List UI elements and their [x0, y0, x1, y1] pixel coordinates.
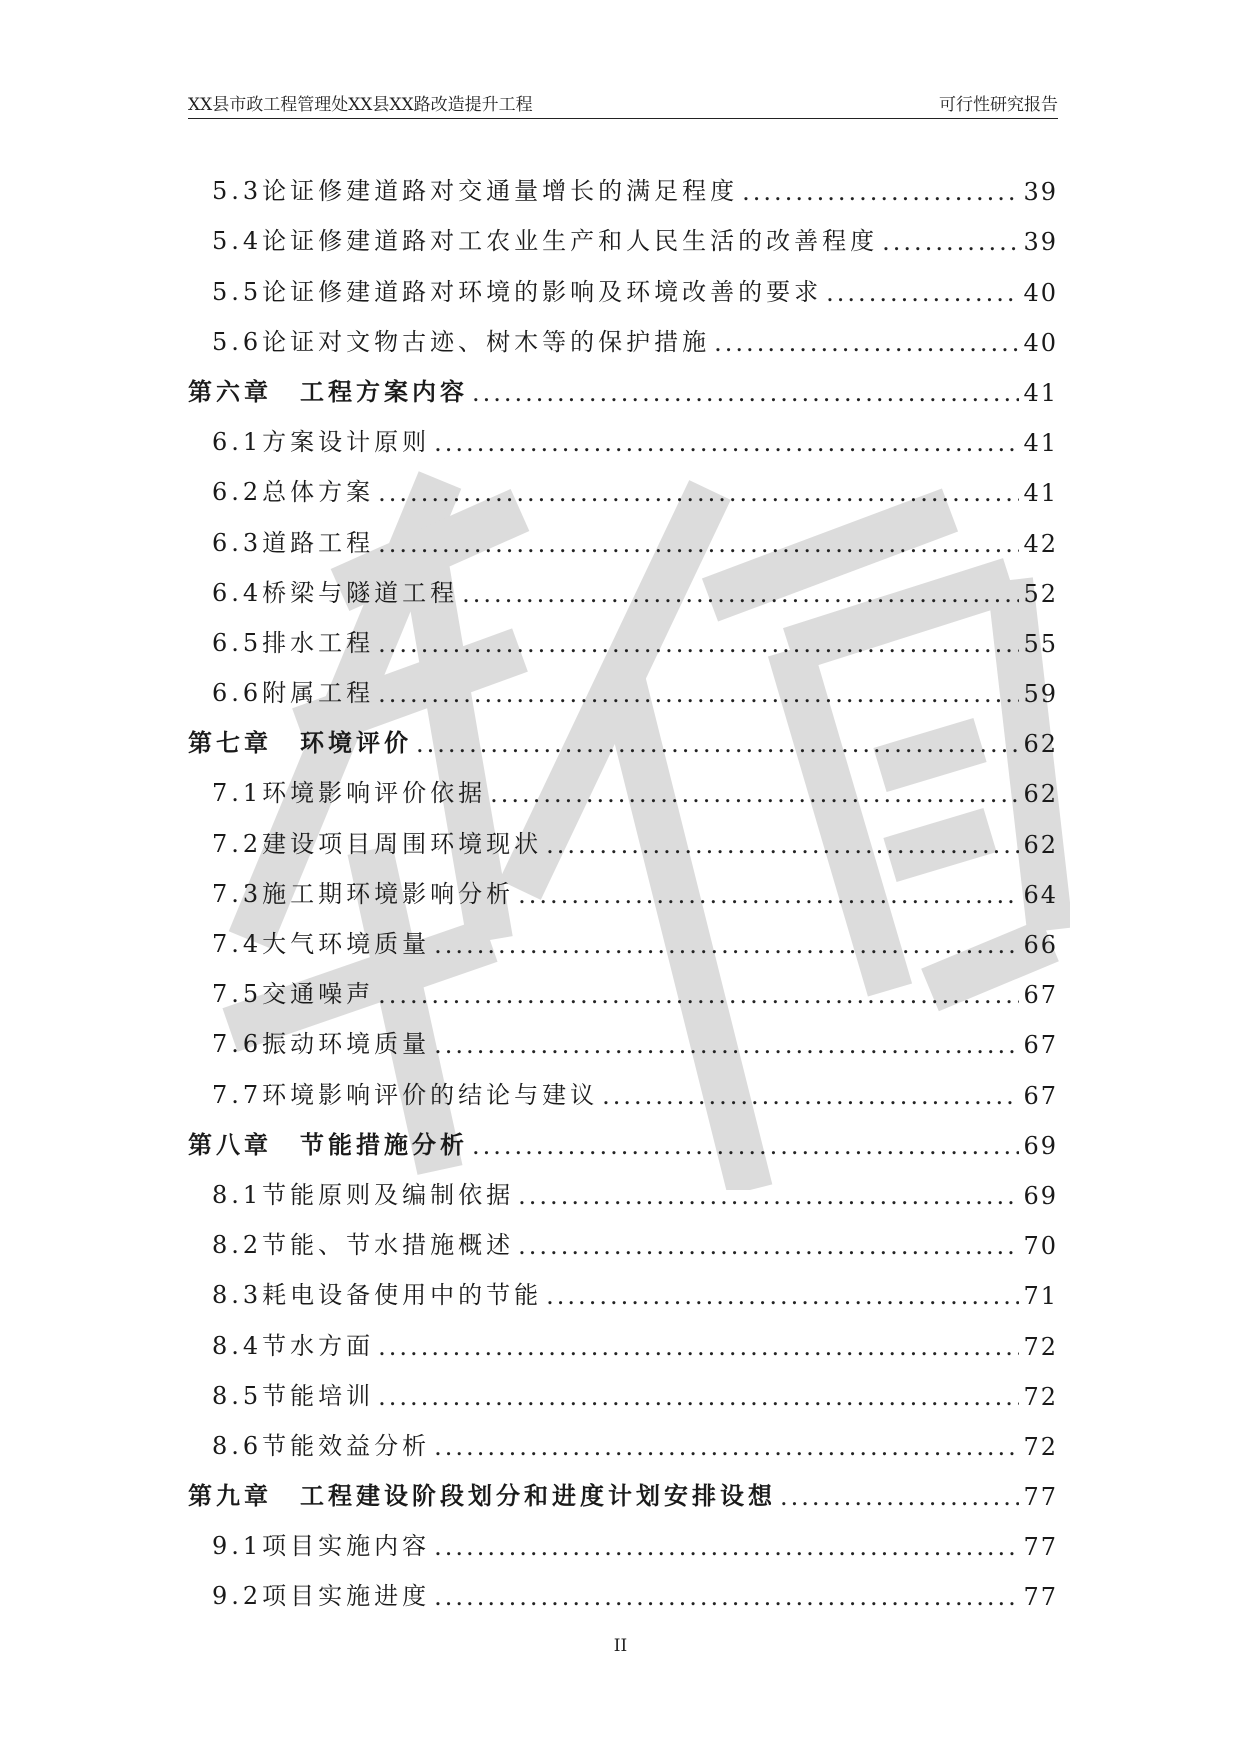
toc-section-entry[interactable] — [188, 256, 1058, 306]
toc-entry-page: 41 — [1023, 378, 1058, 407]
toc-entry-title: 6.2总体方案 — [212, 478, 375, 507]
toc-section-entry[interactable] — [188, 909, 1058, 959]
page-header — [188, 84, 1058, 119]
toc-entry-page: 66 — [1023, 931, 1058, 959]
toc-entry-title: 第八章 节能措施分析 — [188, 1129, 468, 1159]
toc-section-entry[interactable] — [188, 457, 1058, 507]
toc-section-entry[interactable] — [188, 1009, 1058, 1059]
toc-entry-title: 6.6附属工程 — [212, 679, 375, 708]
toc-entry-page: 40 — [1023, 328, 1058, 357]
toc-entry-page: 40 — [1023, 278, 1058, 307]
toc-entry-page: 41 — [1023, 479, 1058, 508]
toc-section-entry[interactable] — [188, 558, 1058, 608]
toc-entry-title: 8.5节能培训 — [212, 1381, 375, 1410]
toc-entry-page: 62 — [1023, 730, 1058, 759]
toc-section-entry[interactable] — [188, 1210, 1058, 1260]
toc-section-entry[interactable] — [188, 1059, 1058, 1109]
toc-entry-page: 71 — [1023, 1282, 1058, 1311]
report-type: 可行性研究报告 — [939, 95, 1058, 115]
toc-entry-title: 7.7环境影响评价的结论与建议 — [212, 1080, 599, 1109]
dot-leader — [602, 1082, 1019, 1110]
dot-leader — [434, 931, 1019, 959]
toc-entry-page: 67 — [1023, 1081, 1058, 1110]
toc-entry-title: 5.6论证对文物古迹、树木等的保护措施 — [212, 327, 711, 356]
toc-section-entry[interactable] — [188, 959, 1058, 1009]
dot-leader — [826, 279, 1019, 307]
toc-entry-page: 41 — [1023, 429, 1058, 458]
toc-section-entry[interactable] — [188, 1511, 1058, 1561]
toc-entry-page: 77 — [1023, 1483, 1058, 1512]
toc-entry-page: 52 — [1023, 579, 1058, 608]
dot-leader — [378, 1333, 1019, 1361]
toc-entry-title: 6.5排水工程 — [212, 628, 375, 657]
dot-leader — [434, 429, 1019, 457]
toc-section-entry[interactable] — [188, 1310, 1058, 1360]
toc-chapter-entry[interactable] — [188, 708, 1058, 758]
toc-chapter-entry[interactable] — [188, 1461, 1058, 1511]
document-title: XX县市政工程管理处XX县XX路改造提升工程 — [188, 95, 533, 115]
toc-entry-title: 8.2节能、节水措施概述 — [212, 1231, 515, 1260]
toc-section-entry[interactable] — [188, 608, 1058, 658]
dot-leader — [546, 1282, 1019, 1310]
dot-leader — [378, 479, 1019, 507]
toc-entry-title: 5.3论证修建道路对交通量增长的满足程度 — [212, 177, 739, 206]
dot-leader — [518, 881, 1019, 909]
dot-leader — [378, 981, 1019, 1009]
toc-section-entry[interactable] — [188, 206, 1058, 256]
toc-entry-page: 59 — [1023, 680, 1058, 709]
toc-entry-title: 7.4大气环境质量 — [212, 930, 431, 958]
toc-entry-title: 9.1项目实施内容 — [212, 1532, 431, 1561]
dot-leader — [434, 1031, 1019, 1059]
toc-section-entry[interactable] — [188, 407, 1058, 457]
toc-entry-page: 77 — [1023, 1583, 1058, 1612]
toc-entry-title: 第七章 环境评价 — [188, 728, 412, 758]
toc-section-entry[interactable] — [188, 1160, 1058, 1210]
dot-leader — [434, 1433, 1019, 1461]
dot-leader — [416, 730, 1019, 758]
toc-entry-title: 第九章 工程建设阶段划分和进度计划安排设想 — [188, 1481, 776, 1511]
toc-entry-page: 67 — [1023, 1031, 1058, 1060]
toc-section-entry[interactable] — [188, 1361, 1058, 1411]
toc-entry-title: 7.2建设项目周围环境现状 — [212, 829, 543, 858]
dot-leader — [490, 780, 1019, 808]
toc-entry-title: 第六章 工程方案内容 — [188, 376, 468, 406]
toc-section-entry[interactable] — [188, 808, 1058, 858]
toc-entry-title: 8.6节能效益分析 — [212, 1431, 431, 1460]
toc-entry-page: 69 — [1023, 1181, 1058, 1210]
toc-entry-page: 70 — [1023, 1232, 1058, 1261]
dot-leader — [742, 178, 1019, 206]
toc-section-entry[interactable] — [188, 1411, 1058, 1461]
toc-entry-page: 72 — [1023, 1332, 1058, 1361]
toc-entry-page: 64 — [1023, 880, 1058, 909]
toc-entry-page: 67 — [1023, 981, 1058, 1010]
toc-entry-page: 72 — [1023, 1382, 1058, 1411]
page-number: II — [613, 1636, 628, 1656]
dot-leader — [378, 530, 1019, 558]
toc-section-entry[interactable] — [188, 507, 1058, 557]
toc-entry-title: 6.3道路工程 — [212, 528, 375, 557]
toc-section-entry[interactable] — [188, 1260, 1058, 1310]
toc-entry-title: 9.2项目实施进度 — [212, 1582, 431, 1611]
dot-leader — [518, 1182, 1019, 1210]
dot-leader — [462, 580, 1019, 608]
dot-leader — [518, 1232, 1019, 1260]
toc-section-entry[interactable] — [188, 307, 1058, 357]
dot-leader — [434, 1533, 1019, 1561]
toc-entry-title: 7.3施工期环境影响分析 — [212, 879, 515, 908]
toc-entry-title: 6.4桥梁与隧道工程 — [212, 578, 459, 607]
toc-entry-title: 7.5交通噪声 — [212, 980, 375, 1009]
dot-leader — [714, 329, 1019, 357]
dot-leader — [472, 379, 1019, 407]
toc-entry-page: 62 — [1023, 780, 1058, 809]
toc-entry-page: 72 — [1023, 1432, 1058, 1461]
toc-section-entry[interactable] — [188, 156, 1058, 206]
toc-entry-page: 55 — [1023, 629, 1058, 658]
toc-entry-title: 8.1节能原则及编制依据 — [212, 1180, 515, 1209]
dot-leader — [780, 1483, 1019, 1511]
toc-section-entry[interactable] — [188, 658, 1058, 708]
toc-entry-page: 77 — [1023, 1533, 1058, 1562]
toc-entry-title: 7.6振动环境质量 — [212, 1030, 431, 1059]
toc-section-entry[interactable] — [188, 1561, 1058, 1611]
toc-entry-title: 6.1方案设计原则 — [212, 428, 431, 457]
toc-entry-page: 62 — [1023, 830, 1058, 859]
toc-entry-title: 8.3耗电设备使用中的节能 — [212, 1281, 543, 1310]
dot-leader — [378, 680, 1019, 708]
toc-section-entry[interactable] — [188, 758, 1058, 808]
toc-entry-title: 5.5论证修建道路对环境的影响及环境改善的要求 — [212, 277, 823, 306]
dot-leader — [472, 1132, 1019, 1160]
toc-entry-page: 42 — [1023, 529, 1058, 558]
toc-entry-title: 8.4节水方面 — [212, 1331, 375, 1360]
toc-section-entry[interactable] — [188, 859, 1058, 909]
dot-leader — [882, 228, 1019, 256]
toc-chapter-entry[interactable] — [188, 357, 1058, 407]
toc-entry-title: 7.1环境影响评价依据 — [212, 779, 487, 808]
toc-entry-page: 69 — [1023, 1131, 1058, 1160]
dot-leader — [378, 1383, 1019, 1411]
dot-leader — [378, 630, 1019, 658]
dot-leader — [434, 1583, 1019, 1611]
toc-chapter-entry[interactable] — [188, 1110, 1058, 1160]
table-of-contents — [188, 156, 1058, 1611]
dot-leader — [546, 831, 1019, 859]
toc-entry-title: 5.4论证修建道路对工农业生产和人民生活的改善程度 — [212, 227, 879, 256]
toc-entry-page: 39 — [1023, 228, 1058, 257]
toc-entry-page: 39 — [1023, 178, 1058, 207]
